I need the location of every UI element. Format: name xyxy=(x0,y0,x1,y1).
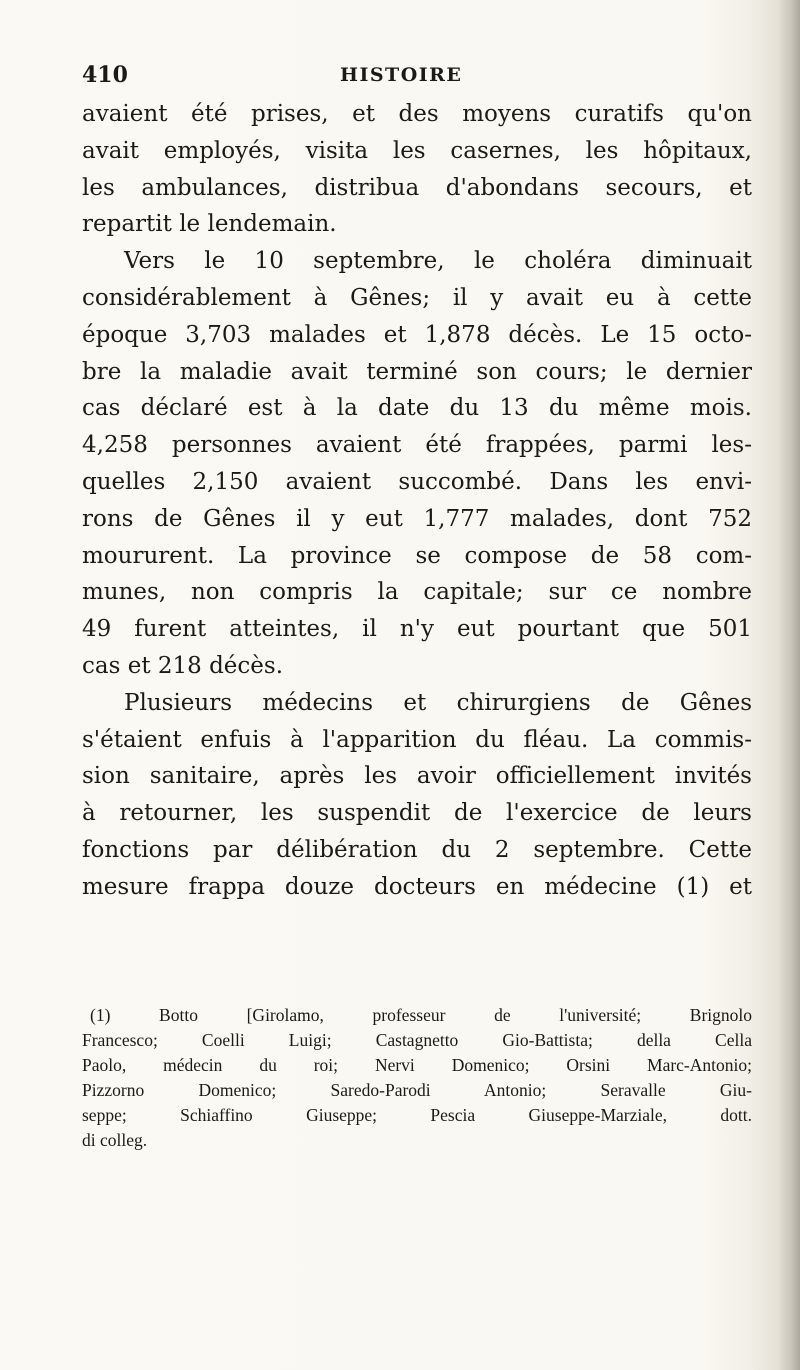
text-line: 4,258 personnes avaient été frappées, parmi les- xyxy=(82,432,752,459)
text-line: mesure frappa douze docteurs en médecine (1) et xyxy=(82,873,752,900)
running-title: HISTOIRE xyxy=(340,64,463,86)
text-line: avaient été prises, et des moyens curatifs qu'on xyxy=(82,101,752,127)
footnote-line: Paolo, médecin du roi; Nervi Domenico; Orsini Marc-Antonio; xyxy=(82,1055,752,1075)
text-line: avait employés, visita les casernes, les hôpitaux, xyxy=(82,137,752,164)
text-line: les ambulances, distribua d'abondans secours, et xyxy=(82,174,752,201)
text-line: à retourner, les suspendit de l'exercice de leurs xyxy=(82,800,752,827)
text-line: 49 furent atteintes, il n'y eut pourtant que 501 xyxy=(82,616,752,643)
footnote-line: di colleg. xyxy=(82,1130,148,1150)
text-line: moururent. La province se compose de 58 com- xyxy=(82,542,752,569)
footnote-line: seppe; Schiaffino Giuseppe; Pescia Giuseppe-Marziale, dott. xyxy=(82,1105,752,1125)
text-line: époque 3,703 malades et 1,878 décès. Le 15 octo- xyxy=(82,321,752,348)
text-line: considérablement à Gênes; il y avait eu à cette xyxy=(82,284,752,311)
text-line: rons de Gênes il y eut 1,777 malades, dont 752 xyxy=(82,505,752,532)
text-line: bre la maladie avait terminé son cours; le dernier xyxy=(82,358,752,385)
footnote-line: Francesco; Coelli Luigi; Castagnetto Gio-Battista; della Cella xyxy=(82,1030,752,1050)
text-line: Plusieurs médecins et chirurgiens de Gênes xyxy=(124,689,752,716)
text-line: quelles 2,150 avaient succombé. Dans les envi- xyxy=(82,468,752,495)
footnote-line: (1) Botto [Girolamo, professeur de l'université; Brignolo xyxy=(90,1005,752,1025)
text-line: munes, non compris la capitale; sur ce nombre xyxy=(82,579,752,606)
text-line: sion sanitaire, après les avoir officiellement invités xyxy=(82,763,752,790)
text-line: repartit le lendemain. xyxy=(82,211,337,238)
text-line: s'étaient enfuis à l'apparition du fléau. La commis- xyxy=(82,726,752,753)
text-line: fonctions par délibération du 2 septembre. Cette xyxy=(82,836,752,863)
footnote xyxy=(82,1003,752,1153)
text-line: Vers le 10 septembre, le choléra diminuait xyxy=(124,248,752,275)
text-line: cas déclaré est à la date du 13 du même mois. xyxy=(82,395,752,422)
page-edge-shadow xyxy=(778,0,800,1370)
body-text xyxy=(82,96,752,906)
running-head xyxy=(82,62,752,92)
page-number: 410 xyxy=(82,62,128,88)
text-line: cas et 218 décès. xyxy=(82,652,284,679)
footnote-line: Pizzorno Domenico; Saredo-Parodi Antonio; Seravalle Giu- xyxy=(82,1080,752,1100)
